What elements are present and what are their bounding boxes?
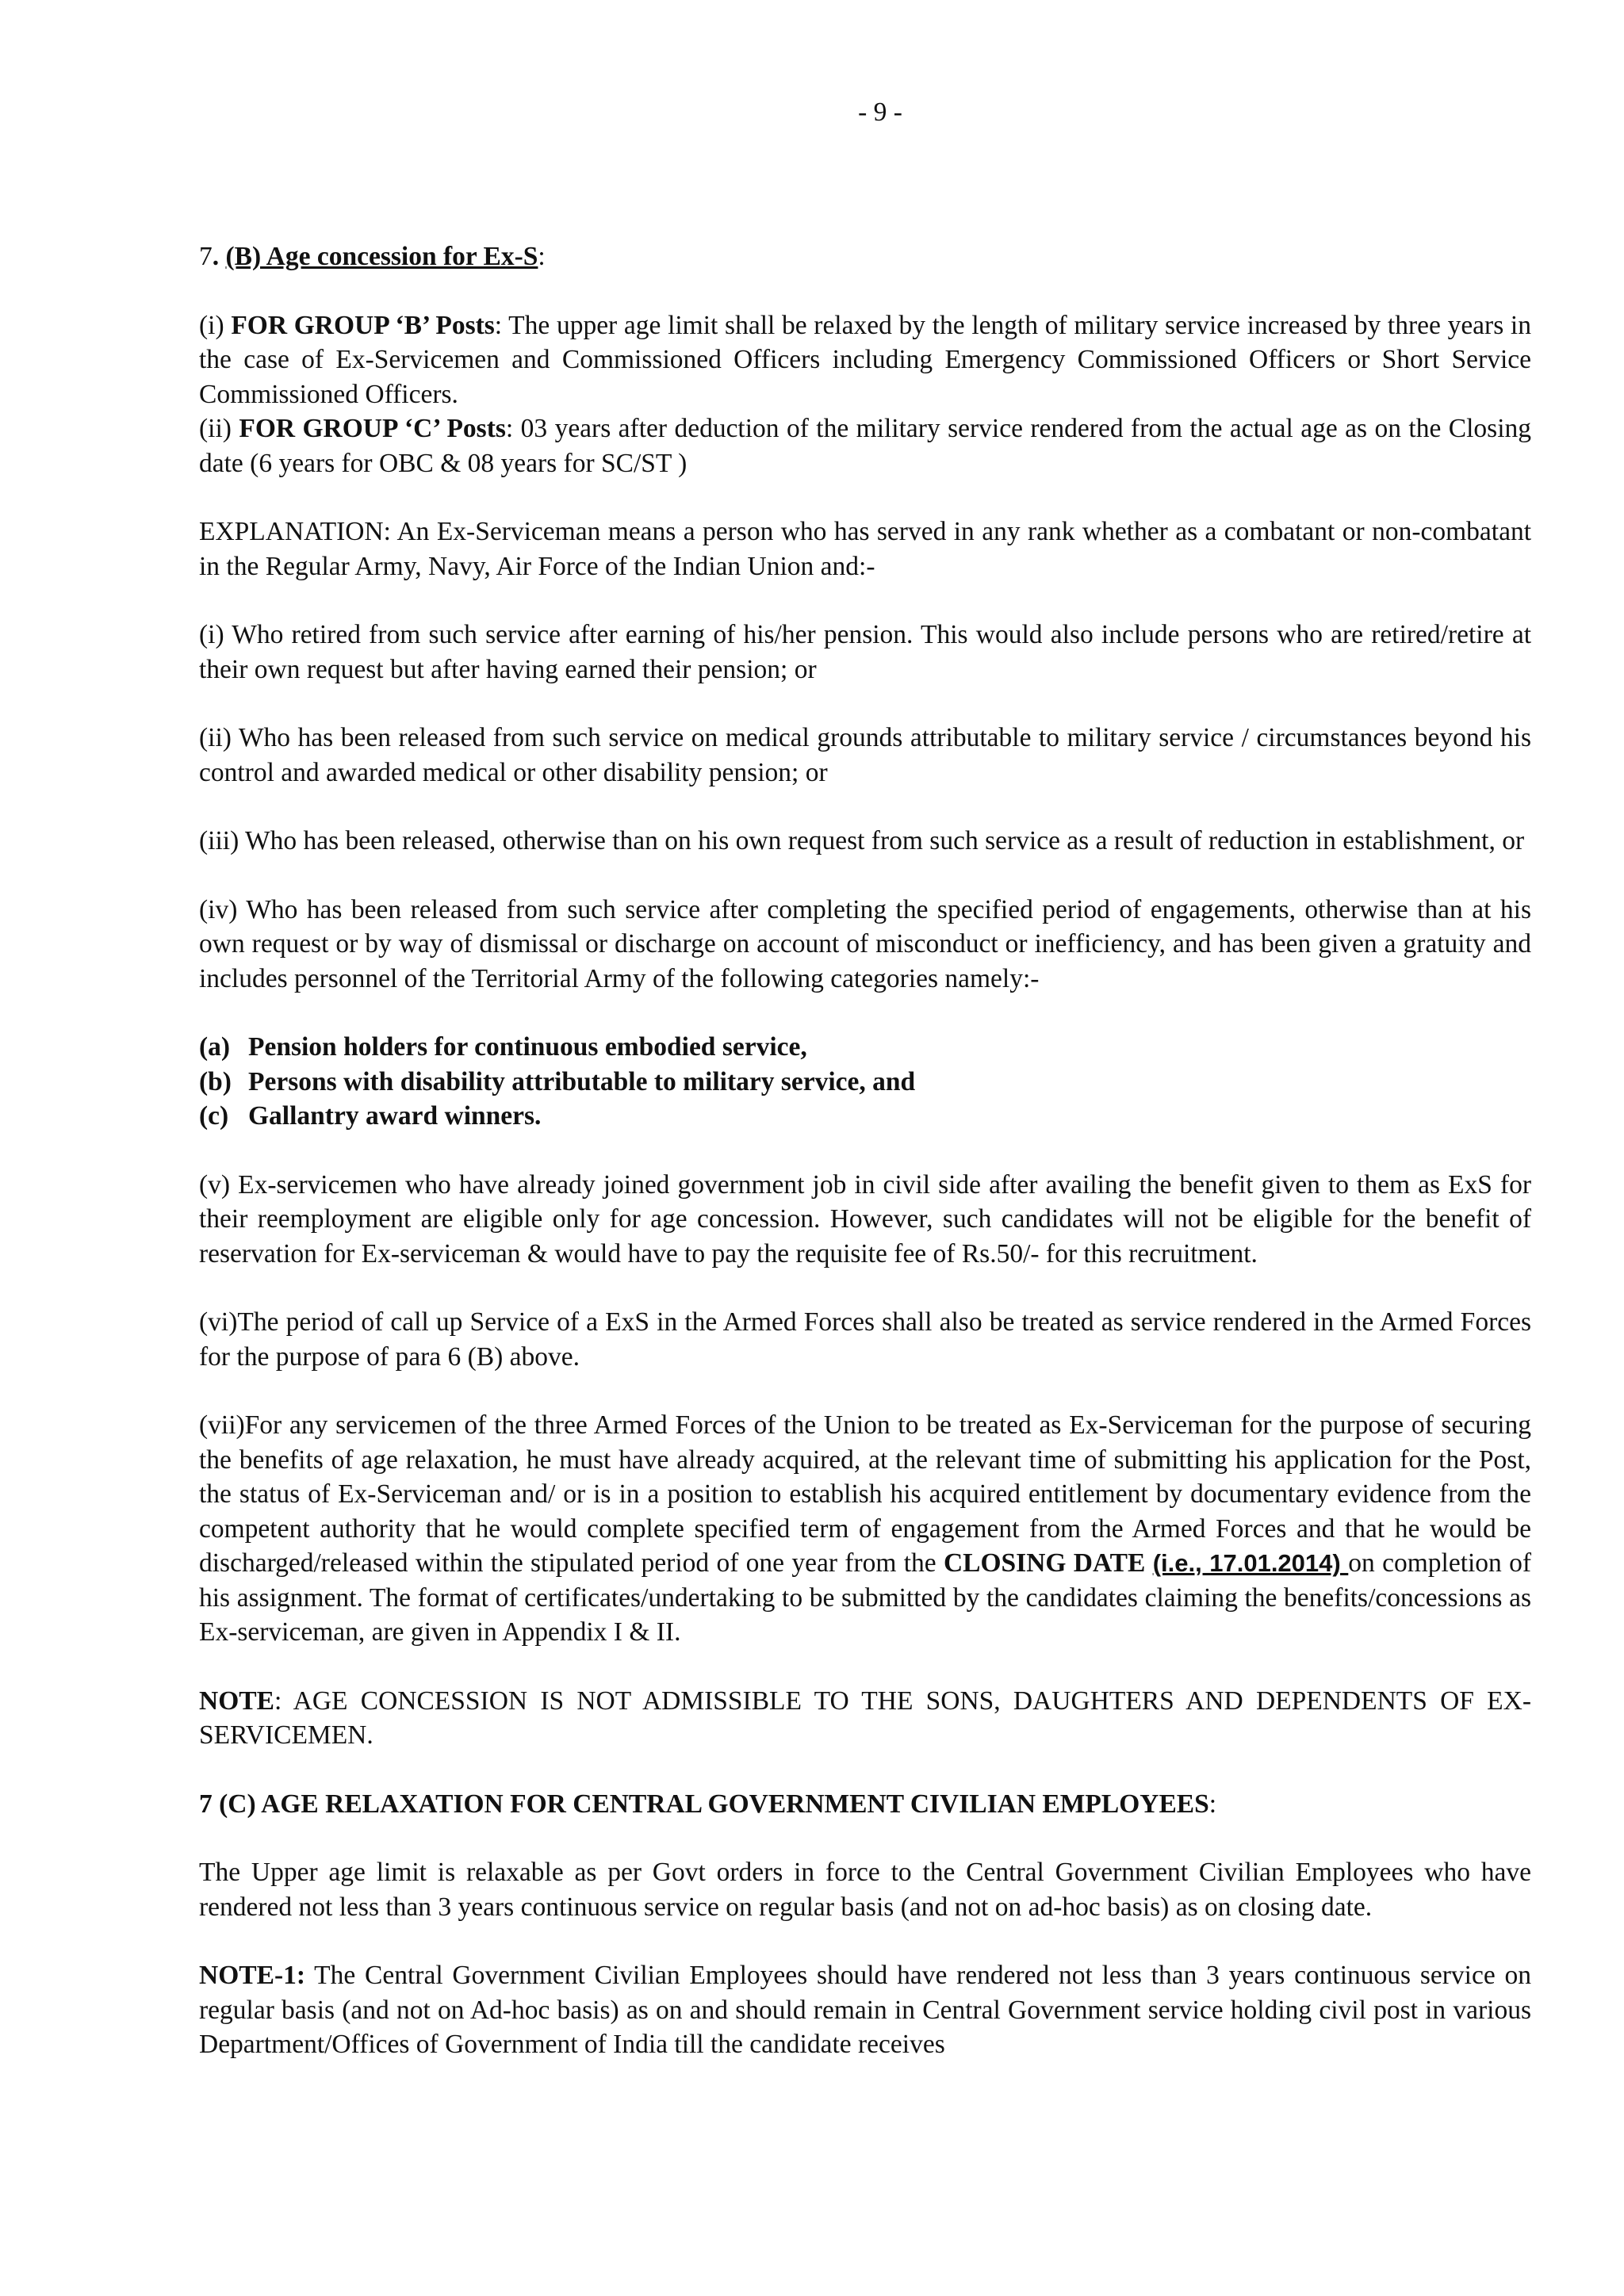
clause-vii <box>199 1408 1531 1650</box>
group-b-text: : The upper age limit shall be relaxed by the length of military service increased by three years in the case of Ex-Servicemen and Commissioned Officers including Emergency Commissioned Officers or Short Service Commissioned Officers. <box>199 310 1531 409</box>
clause-iii: (iii) Who has been released, otherwise than on his own request from such service as a result of reduction in establishment, or <box>199 826 1525 855</box>
note-1-paragraph <box>199 1958 1531 2062</box>
group-c-paragraph <box>199 411 1531 480</box>
group-c-label: FOR GROUP ‘C’ Posts <box>239 414 506 443</box>
list-item-text: Persons with disability attributable to military service, and <box>248 1066 916 1096</box>
group-c-text: : 03 years after deduction of the military service rendered from the actual age as on the Closing date (6 years for OBC & 08 years for SC/ST ) <box>199 414 1532 478</box>
list-item <box>199 1030 1531 1065</box>
closing-date-value: (i.e., 17.01.2014) <box>1152 1549 1349 1577</box>
section-7b-heading <box>199 239 1531 274</box>
category-list <box>199 1030 1531 1134</box>
section-7c-title: 7 (C) AGE RELAXATION FOR CENTRAL GOVERNMENT CIVILIAN EMPLOYEES <box>199 1789 1209 1819</box>
section-7b-number: 7 <box>199 242 213 271</box>
clause-vii-text-2: on completion of his assignment. The format of certificates/undertaking to be submitted by the candidates claiming the benefits/concessions as Ex-serviceman, are given in Appendix I & II. <box>199 1548 1532 1647</box>
clause-i: (i) Who retired from such service after earning of his/her pension. This would also include persons who are retired/retire at their own request but after having earned their pension; or <box>199 620 1531 684</box>
clause-iv: (iv) Who has been released from such service after completing the specified period of engagements, otherwise than at his own request or by way of dismissal or discharge on account of misconduct or inefficiency, and has been given a gratuity and includes personnel of the Territorial Army of the following categories namely:- <box>199 894 1531 993</box>
section-7b-colon: : <box>538 242 546 271</box>
list-item-marker: (b) <box>199 1066 232 1096</box>
list-item <box>199 1099 1531 1134</box>
list-item-marker: (a) <box>199 1032 231 1062</box>
list-item <box>199 1065 1531 1100</box>
note-paragraph <box>199 1684 1531 1753</box>
clause-vi: (vi)The period of call up Service of a ExS in the Armed Forces shall also be treated as service rendered in the Armed Forces for the purpose of para 6 (B) above. <box>199 1307 1531 1372</box>
section-7b-dot: . <box>212 242 226 271</box>
list-item-marker: (c) <box>199 1101 229 1131</box>
section-7b-title: (B) Age concession for Ex-S <box>225 242 538 271</box>
page-content <box>199 239 1531 2096</box>
section-7c-body: The Upper age limit is relaxable as per Govt orders in force to the Central Government Civilian Employees who have rendered not less than 3 years continuous service on regular basis (and not on ad-hoc basis) as on closing date. <box>199 1858 1531 1922</box>
page-number: - 9 - <box>858 98 902 127</box>
list-item-text: Gallantry award winners. <box>248 1101 542 1131</box>
clause-vii-text-1: (vii)For any servicemen of the three Armed Forces of the Union to be treated as Ex-Serviceman for the purpose of securing the benefits of age relaxation, he must have already acquired, at the relevant time of submitting his application for the Post, the status of Ex-Serviceman and/ or is in a position to establish his acquired entitlement by documentary evidence from the competent authority that he would complete specified term of engagement from the Armed Forces and that he would be discharged/released within the stipulated period of one year from the <box>199 1410 1531 1578</box>
note-1-label: NOTE-1: <box>199 1961 305 1990</box>
closing-date-label: CLOSING DATE <box>943 1548 1146 1578</box>
group-c-prefix: (ii) <box>199 414 239 443</box>
explanation-paragraph: EXPLANATION: An Ex-Serviceman means a person who has served in any rank whether as a combatant or non-combatant in the Regular Army, Navy, Air Force of the Indian Union and:- <box>199 517 1531 581</box>
section-7c-heading <box>199 1787 1531 1822</box>
clause-ii: (ii) Who has been released from such service on medical grounds attributable to military service / circumstances beyond his control and awarded medical or other disability pension; or <box>199 723 1531 787</box>
note-text: : AGE CONCESSION IS NOT ADMISSIBLE TO THE SONS, DAUGHTERS AND DEPENDENTS OF EX-SERVICEMEN. <box>199 1686 1531 1750</box>
clause-v: (v) Ex-servicemen who have already joined government job in civil side after availing the benefit given to them as ExS for their reemployment are eligible only for age concession. However, such candidates will not be eligible for the benefit of reservation for Ex-serviceman & would have to pay the requisite fee of Rs.50/- for this recruitment. <box>199 1169 1531 1269</box>
note-1-text: The Central Government Civilian Employees should have rendered not less than 3 years continuous service on regular basis (and not on Ad-hoc basis) as on and should remain in Central Government service holding civil post in various Department/Offices of Government of India till the candidate receives <box>199 1961 1531 2059</box>
group-b-prefix: (i) <box>199 310 232 340</box>
list-item-text: Pension holders for continuous embodied service, <box>248 1032 807 1062</box>
group-b-paragraph <box>199 308 1531 412</box>
group-b-label: FOR GROUP ‘B’ Posts <box>231 310 495 340</box>
section-7c-colon: : <box>1208 1789 1217 1819</box>
note-label: NOTE <box>199 1686 274 1716</box>
